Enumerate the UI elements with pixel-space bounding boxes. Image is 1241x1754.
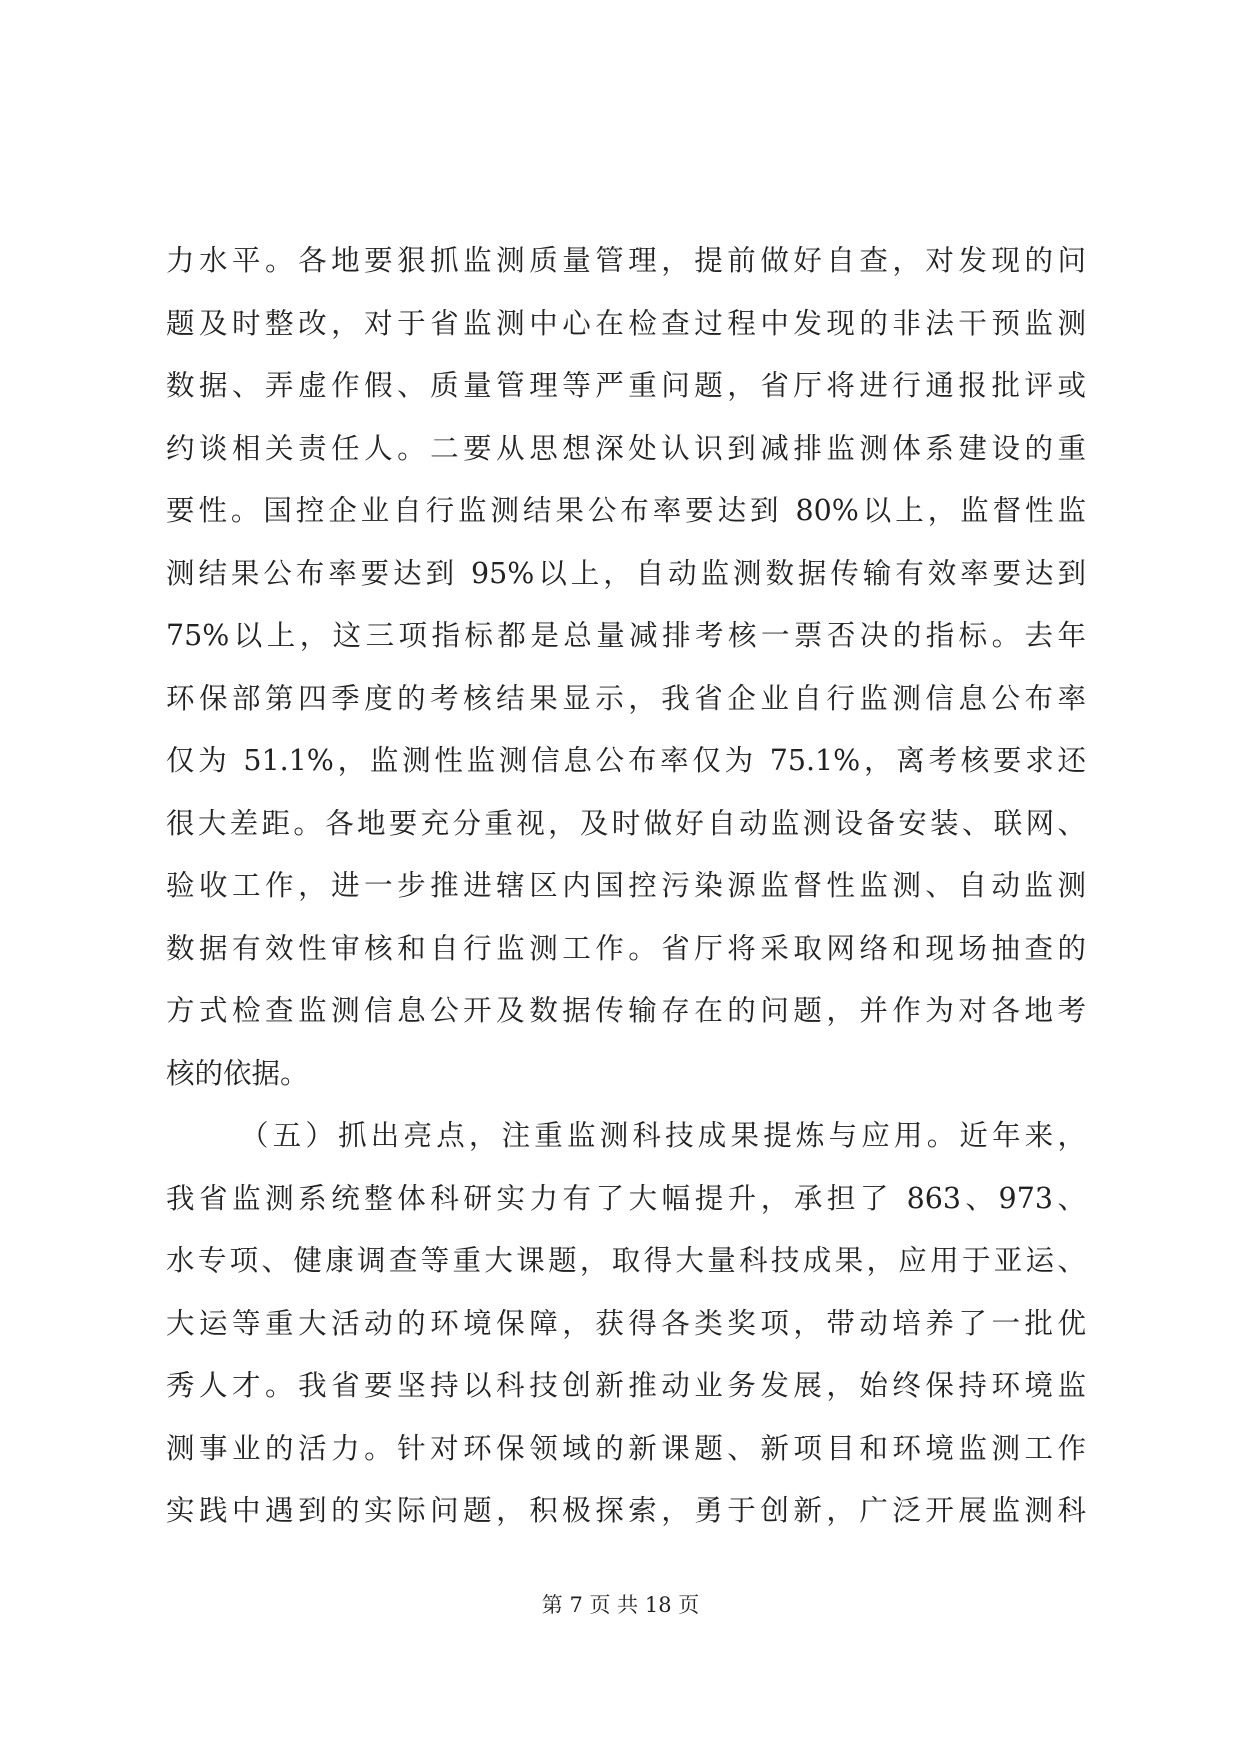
text-line: 数据有效性审核和自行监测工作。省厅将采取网络和现场抽查的: [166, 931, 1086, 965]
text-line: 约谈相关责任人。二要从思想深处认识到减排监测体系建设的重: [166, 431, 1086, 465]
text-line: 测结果公布率要达到 95%以上，自动监测数据传输有效率要达到: [166, 556, 1086, 590]
page-number-footer: 第 7 页 共 18 页: [541, 1593, 700, 1617]
document-body: [166, 230, 1086, 1543]
paragraph: [166, 1105, 1086, 1543]
text-line: （五）抓出亮点，注重监测科技成果提炼与应用。近年来，: [240, 1119, 1086, 1152]
text-line: 环保部第四季度的考核结果显示，我省企业自行监测信息公布率: [166, 681, 1086, 715]
text-line: 题及时整改，对于省监测中心在检查过程中发现的非法干预监测: [166, 306, 1086, 340]
text-line: 仅为 51.1%，监测性监测信息公布率仅为 75.1%，离考核要求还: [166, 744, 1086, 777]
text-line: 测事业的活力。针对环保领域的新课题、新项目和环境监测工作: [166, 1431, 1086, 1465]
text-line: 力水平。各地要狠抓监测质量管理，提前做好自查，对发现的问: [166, 244, 1086, 277]
text-line: 实践中遇到的实际问题，积极探索，勇于创新，广泛开展监测科: [166, 1494, 1086, 1527]
text-line: 核的依据。: [166, 1056, 309, 1090]
text-line: 秀人才。我省要坚持以科技创新推动业务发展，始终保持环境监: [166, 1369, 1086, 1402]
text-line: 很大差距。各地要充分重视，及时做好自动监测设备安装、联网、: [166, 806, 1086, 840]
text-line: 我省监测系统整体科研实力有了大幅提升，承担了 863、973、: [166, 1181, 1086, 1215]
text-line: 数据、弄虚作假、质量管理等严重问题，省厅将进行通报批评或: [166, 369, 1086, 402]
text-line: 要性。国控企业自行监测结果公布率要达到 80%以上，监督性监: [166, 494, 1086, 527]
text-line: 75%以上，这三项指标都是总量减排考核一票否决的指标。去年: [166, 619, 1086, 652]
text-line: 验收工作，进一步推进辖区内国控污染源监督性监测、自动监测: [166, 869, 1086, 902]
text-line: 水专项、健康调查等重大课题，取得大量科技成果，应用于亚运、: [166, 1244, 1086, 1277]
text-line: 大运等重大活动的环境保障，获得各类奖项，带动培养了一批优: [166, 1306, 1086, 1340]
paragraph: [166, 230, 1086, 1105]
text-line: 方式检查监测信息公开及数据传输存在的问题，并作为对各地考: [166, 994, 1086, 1027]
